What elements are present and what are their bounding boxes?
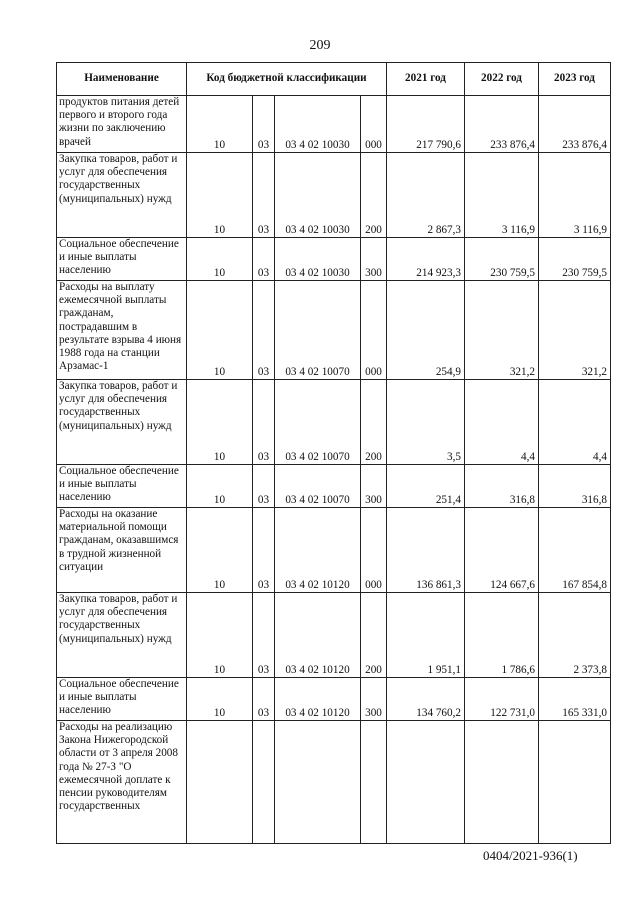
target-code-cell: 03 4 02 10120 xyxy=(275,678,361,721)
value-2022-cell: 3 116,9 xyxy=(465,153,539,238)
target-code-cell: 03 4 02 10070 xyxy=(275,380,361,465)
table-row xyxy=(57,96,611,153)
target-code-cell: 03 4 02 10120 xyxy=(275,508,361,593)
value-2021-cell: 136 861,3 xyxy=(387,508,465,593)
value-2023-cell: 230 759,5 xyxy=(539,238,611,281)
value-2023-cell: 3 116,9 xyxy=(539,153,611,238)
value-2023-cell: 4,4 xyxy=(539,380,611,465)
row-name-cell: Расходы на реализацию Закона Нижегородской области от 3 апреля 2008 года № 27-З "О ежемесячной доплате к пенсии руководителям государственных xyxy=(57,721,187,844)
row-name-cell: Закупка товаров, работ и услуг для обеспечения государственных (муниципальных) нужд xyxy=(57,593,187,678)
table-row xyxy=(57,238,611,281)
section-code-cell: 10 xyxy=(187,238,253,281)
expense-type-cell: 300 xyxy=(361,678,387,721)
expense-type-cell: 300 xyxy=(361,465,387,508)
target-code-cell: 03 4 02 10070 xyxy=(275,281,361,380)
subsection-code-cell xyxy=(253,721,275,844)
value-2022-cell: 230 759,5 xyxy=(465,238,539,281)
section-code-cell: 10 xyxy=(187,96,253,153)
header-code: Код бюджетной классификации xyxy=(187,63,387,96)
expense-type-cell: 300 xyxy=(361,238,387,281)
row-name-cell: Социальное обеспечение и иные выплаты населению xyxy=(57,465,187,508)
value-2023-cell: 233 876,4 xyxy=(539,96,611,153)
section-code-cell xyxy=(187,721,253,844)
expense-type-cell: 200 xyxy=(361,380,387,465)
value-2023-cell: 167 854,8 xyxy=(539,508,611,593)
table-row xyxy=(57,465,611,508)
subsection-code-cell: 03 xyxy=(253,465,275,508)
value-2021-cell xyxy=(387,721,465,844)
value-2023-cell: 321,2 xyxy=(539,281,611,380)
row-name-cell: Закупка товаров, работ и услуг для обеспечения государственных (муниципальных) нужд xyxy=(57,153,187,238)
subsection-code-cell: 03 xyxy=(253,281,275,380)
value-2022-cell: 4,4 xyxy=(465,380,539,465)
value-2023-cell: 316,8 xyxy=(539,465,611,508)
section-code-cell: 10 xyxy=(187,153,253,238)
value-2022-cell xyxy=(465,721,539,844)
table-row xyxy=(57,593,611,678)
row-name-cell: Социальное обеспечение и иные выплаты населению xyxy=(57,678,187,721)
row-name-cell: продуктов питания детей первого и второго года жизни по заключению врачей xyxy=(57,96,187,153)
table-row xyxy=(57,281,611,380)
value-2021-cell: 134 760,2 xyxy=(387,678,465,721)
value-2022-cell: 1 786,6 xyxy=(465,593,539,678)
value-2021-cell: 1 951,1 xyxy=(387,593,465,678)
header-name: Наименование xyxy=(57,63,187,96)
header-2023: 2023 год xyxy=(539,63,611,96)
value-2022-cell: 316,8 xyxy=(465,465,539,508)
value-2021-cell: 251,4 xyxy=(387,465,465,508)
target-code-cell: 03 4 02 10120 xyxy=(275,593,361,678)
table-row xyxy=(57,508,611,593)
subsection-code-cell: 03 xyxy=(253,678,275,721)
value-2022-cell: 122 731,0 xyxy=(465,678,539,721)
expense-type-cell: 200 xyxy=(361,153,387,238)
section-code-cell: 10 xyxy=(187,593,253,678)
header-2021: 2021 год xyxy=(387,63,465,96)
target-code-cell: 03 4 02 10030 xyxy=(275,238,361,281)
table-row xyxy=(57,678,611,721)
value-2022-cell: 233 876,4 xyxy=(465,96,539,153)
table-row xyxy=(57,721,611,844)
target-code-cell xyxy=(275,721,361,844)
expense-type-cell: 000 xyxy=(361,508,387,593)
row-name-cell: Расходы на оказание материальной помощи гражданам, оказавшимся в трудной жизненной ситуации xyxy=(57,508,187,593)
section-code-cell: 10 xyxy=(187,380,253,465)
section-code-cell: 10 xyxy=(187,281,253,380)
subsection-code-cell: 03 xyxy=(253,508,275,593)
target-code-cell: 03 4 02 10070 xyxy=(275,465,361,508)
value-2021-cell: 2 867,3 xyxy=(387,153,465,238)
subsection-code-cell: 03 xyxy=(253,238,275,281)
table-row xyxy=(57,380,611,465)
subsection-code-cell: 03 xyxy=(253,380,275,465)
row-name-cell: Закупка товаров, работ и услуг для обеспечения государственных (муниципальных) нужд xyxy=(57,380,187,465)
section-code-cell: 10 xyxy=(187,508,253,593)
value-2022-cell: 321,2 xyxy=(465,281,539,380)
value-2021-cell: 3,5 xyxy=(387,380,465,465)
value-2023-cell: 2 373,8 xyxy=(539,593,611,678)
page-number: 209 xyxy=(309,38,331,53)
subsection-code-cell: 03 xyxy=(253,153,275,238)
value-2023-cell xyxy=(539,721,611,844)
row-name-cell: Социальное обеспечение и иные выплаты населению xyxy=(57,238,187,281)
value-2021-cell: 214 923,3 xyxy=(387,238,465,281)
value-2021-cell: 217 790,6 xyxy=(387,96,465,153)
value-2023-cell: 165 331,0 xyxy=(539,678,611,721)
target-code-cell: 03 4 02 10030 xyxy=(275,96,361,153)
value-2022-cell: 124 667,6 xyxy=(465,508,539,593)
document-code: 0404/2021-936(1) xyxy=(483,848,578,863)
section-code-cell: 10 xyxy=(187,465,253,508)
subsection-code-cell: 03 xyxy=(253,96,275,153)
header-2022: 2022 год xyxy=(465,63,539,96)
expense-type-cell: 200 xyxy=(361,593,387,678)
subsection-code-cell: 03 xyxy=(253,593,275,678)
value-2021-cell: 254,9 xyxy=(387,281,465,380)
expense-type-cell: 000 xyxy=(361,281,387,380)
target-code-cell: 03 4 02 10030 xyxy=(275,153,361,238)
budget-table xyxy=(56,62,611,844)
section-code-cell: 10 xyxy=(187,678,253,721)
row-name-cell: Расходы на выплату ежемесячной выплаты гражданам, пострадавшим в результате взрыва 4 июня 1988 года на станции Арзамас-1 xyxy=(57,281,187,380)
expense-type-cell: 000 xyxy=(361,96,387,153)
header-row xyxy=(57,63,611,96)
table-row xyxy=(57,153,611,238)
expense-type-cell xyxy=(361,721,387,844)
